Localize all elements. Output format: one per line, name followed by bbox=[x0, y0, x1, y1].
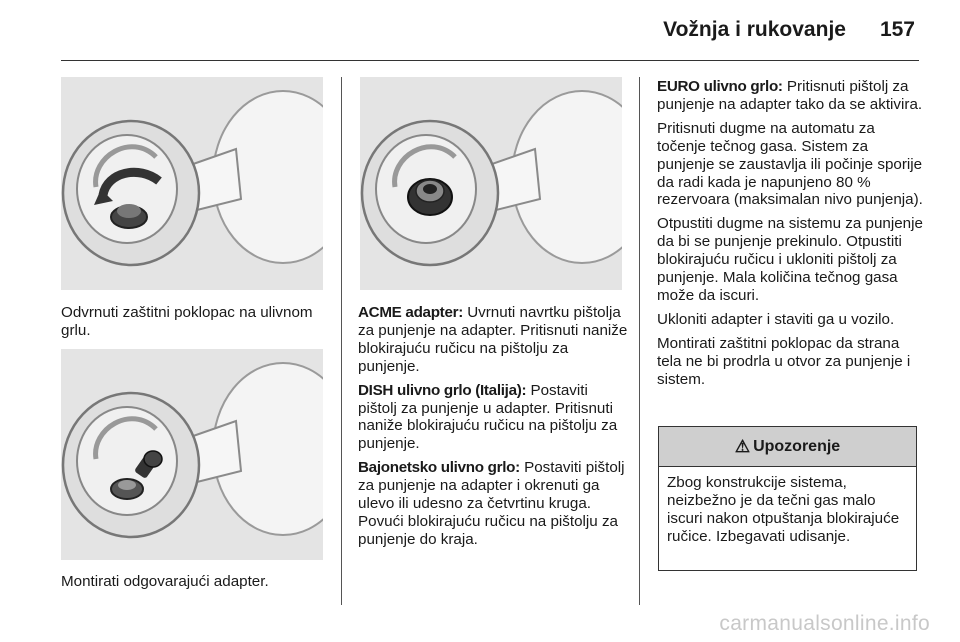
caption-remove-cap: Odvrnuti zaštitni poklopac na ulivnom grlu. bbox=[61, 304, 313, 339]
acme-paragraph: ACME adapter: Uvrnuti navrtku pištolja za punjenje na adapter. Pritisnuti naniže blokirajuću ručicu na pištolju za punjenje. bbox=[358, 304, 628, 375]
release-button-paragraph: Otpustiti dugme na sistemu za punjenje da bi se punjenje prekinulo. Otpustiti blokirajuću ručicu i ukloniti pištolj za punjenje. Mala količina tečnog gasa može da iscuri. bbox=[657, 215, 923, 304]
warning-header bbox=[659, 427, 916, 467]
figure-mount-adapter bbox=[61, 349, 323, 560]
page-title: Vožnja i rukovanje bbox=[663, 18, 846, 41]
warning-text: Zbog konstrukcije sistema, neizbežno je da tečni gas malo iscuri nakon otpuštanja blokirajuće ručice. Izbegavati udisanje. bbox=[667, 474, 900, 545]
euro-paragraph: EURO ulivno grlo: Pritisnuti pištolj za punjenje na adapter tako da se aktivira. bbox=[657, 78, 923, 113]
warning-triangle-icon: ⚠ bbox=[734, 436, 751, 456]
bayonet-paragraph: Bajonetsko ulivno grlo: Postaviti pištolj za punjenje na adapter i okrenuti ga ulevo ili udesno za četvrtinu kruga. Povući blokirajuću ručicu na pištolju za punjenje do kraja. bbox=[358, 459, 625, 548]
column-divider-1 bbox=[341, 77, 342, 605]
mount-cap-paragraph: Montirati zaštitni poklopac da strana tela ne bi prodrla u otvor za punjenje i sistem. bbox=[657, 334, 911, 388]
fill-button-paragraph: Pritisnuti dugme na automatu za točenje tečnog gasa. Sistem za punjenje se zaustavlja ili počinje sporije da radi kada je napunjeno 80 % rezervoara (maksimalan nivo punjenja). bbox=[657, 119, 923, 209]
warning-title: Upozorenje bbox=[753, 437, 841, 455]
figure-remove-cap bbox=[61, 77, 323, 290]
column-divider-2 bbox=[639, 77, 640, 605]
figure-connect-nozzle bbox=[360, 77, 622, 290]
warning-box bbox=[658, 426, 917, 571]
column2-text bbox=[358, 304, 630, 555]
header-rule bbox=[61, 60, 919, 61]
column3-text bbox=[657, 78, 923, 395]
dish-paragraph: DISH ulivno grlo (Italija): Postaviti pištolj za punjenje u adapter. Pritisnuti naniže blokirajuću ručicu na pištolju za punjenje. bbox=[358, 381, 618, 453]
page-number: 157 bbox=[879, 18, 915, 41]
page-header bbox=[515, 18, 915, 42]
remove-adapter-paragraph: Ukloniti adapter i staviti ga u vozilo. bbox=[657, 310, 895, 328]
caption-mount-adapter: Montirati odgovarajući adapter. bbox=[61, 573, 269, 590]
watermark: carmanualsonline.info bbox=[719, 612, 930, 635]
